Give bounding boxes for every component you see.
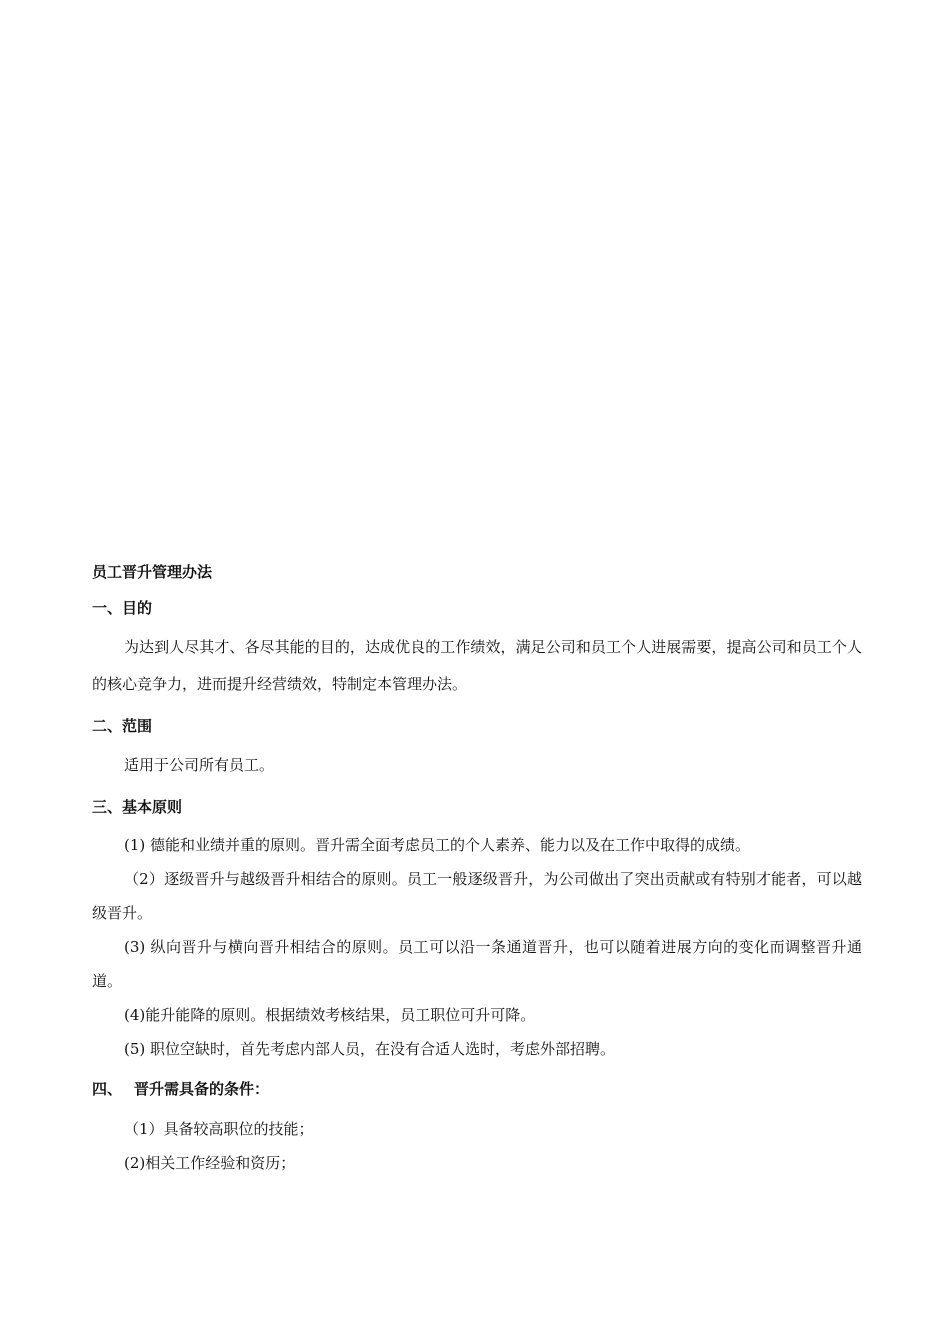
paragraph: (3) 纵向晋升与横向晋升相结合的原则。员工可以沿一条通道晋升，也可以随着进展方向的变化而调整晋升通道。 bbox=[92, 938, 862, 990]
paragraph: 为达到人尽其才、各尽其能的目的，达成优良的工作绩效，满足公司和员工个人进展需要，提高公司和员工个人的核心竞争力，进而提升经营绩效，特制定本管理办法。 bbox=[92, 638, 862, 693]
section-heading-text: 晋升需具备的条件： bbox=[134, 1080, 270, 1098]
document-body bbox=[92, 561, 862, 1192]
section-scope bbox=[92, 715, 862, 784]
section-heading bbox=[92, 1078, 862, 1100]
paragraph: (5) 职位空缺时，首先考虑内部人员，在没有合适人选时，考虑外部招聘。 bbox=[124, 1040, 616, 1058]
paragraph: (2)相关工作经验和资历； bbox=[124, 1154, 296, 1172]
section-conditions bbox=[92, 1078, 862, 1180]
section-principles bbox=[92, 796, 862, 1066]
section-heading: 一、目的 bbox=[92, 599, 153, 617]
paragraph: （1）具备较高职位的技能； bbox=[124, 1120, 314, 1138]
paragraph: (4)能升能降的原则。根据绩效考核结果，员工职位可升可降。 bbox=[124, 1006, 536, 1024]
document-title: 员工晋升管理办法 bbox=[92, 563, 213, 581]
paragraph: (1) 德能和业绩并重的原则。晋升需全面考虑员工的个人素养、能力以及在工作中取得的成绩。 bbox=[124, 836, 751, 854]
section-number: 四、 bbox=[92, 1080, 123, 1098]
section-purpose bbox=[92, 597, 862, 703]
paragraph: （2）逐级晋升与越级晋升相结合的原则。员工一般逐级晋升，为公司做出了突出贡献或有特别才能者，可以越级晋升。 bbox=[92, 870, 862, 922]
section-heading: 二、范围 bbox=[92, 717, 153, 735]
section-heading: 三、基本原则 bbox=[92, 798, 183, 816]
paragraph: 适用于公司所有员工。 bbox=[124, 756, 275, 774]
